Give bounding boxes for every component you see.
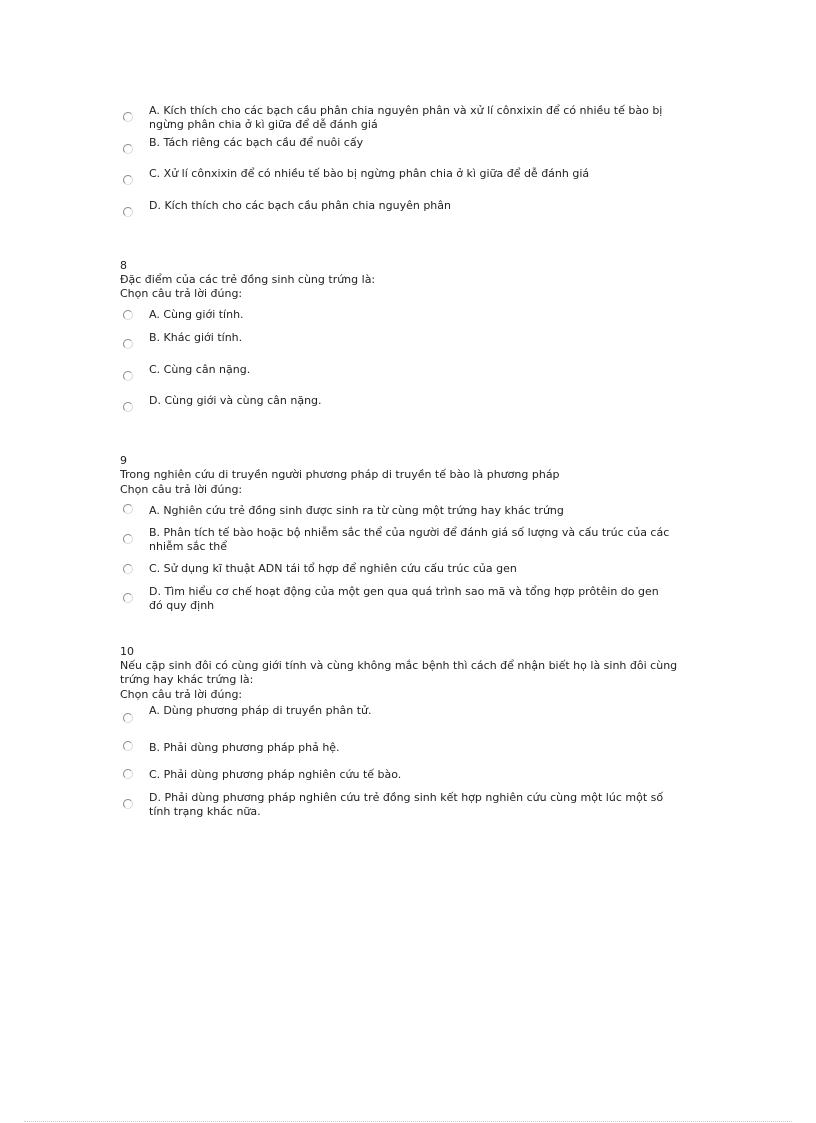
- option-q7-b: B. Tách riêng các bạch cầu để nuôi cấy: [149, 136, 364, 149]
- radio-q7-b[interactable]: [123, 144, 133, 154]
- question-9-prompt: Chọn câu trả lời đúng:: [120, 483, 243, 496]
- option-q8-d: D. Cùng giới và cùng cân nặng.: [149, 394, 322, 407]
- question-9-text: Trong nghiên cứu di truyền người phương pháp di truyền tế bào là phương pháp: [120, 468, 560, 481]
- option-q7-c: C. Xử lí cônxixin để có nhiều tế bào bị ngừng phân chia ở kì giữa để dễ đánh giá: [149, 167, 590, 180]
- radio-q9-d[interactable]: [123, 593, 133, 603]
- page-bottom-divider: [24, 1121, 792, 1122]
- radio-q10-c[interactable]: [123, 769, 133, 779]
- option-q9-c: C. Sử dụng kĩ thuật ADN tái tổ hợp để nghiên cứu cấu trúc của gen: [149, 562, 517, 575]
- radio-q8-b[interactable]: [123, 339, 133, 349]
- option-q9-d: D. Tìm hiểu cơ chế hoạt động của một gen qua quá trình sao mã và tổng hợp prôtêin do gen đó quy định: [149, 585, 659, 612]
- option-q10-c: C. Phải dùng phương pháp nghiên cứu tế bào.: [149, 768, 402, 781]
- question-10-text: Nếu cặp sinh đôi có cùng giới tính và cùng không mắc bệnh thì cách để nhận biết họ là sinh đôi cùng trứng hay khác trứng là:: [120, 659, 678, 686]
- option-q8-b: B. Khác giới tính.: [149, 331, 243, 344]
- radio-q7-a[interactable]: [123, 112, 133, 122]
- radio-q7-d[interactable]: [123, 207, 133, 217]
- radio-q8-c[interactable]: [123, 371, 133, 381]
- radio-q9-b[interactable]: [123, 534, 133, 544]
- option-q7-a: A. Kích thích cho các bạch cầu phân chia nguyên phân và xử lí cônxixin để có nhiều tế bào bị ngừng phân chia ở kì giữa để dễ đánh giá: [149, 104, 663, 131]
- radio-q10-a[interactable]: [123, 713, 133, 723]
- option-q9-a: A. Nghiên cứu trẻ đồng sinh được sinh ra từ cùng một trứng hay khác trứng: [149, 504, 564, 517]
- option-q9-b: B. Phân tích tế bào hoặc bộ nhiễm sắc thể của người để đánh giá số lượng và cấu trúc của các nhiễm sắc thể: [149, 526, 670, 553]
- question-8-number: 8: [120, 259, 127, 272]
- option-q10-d: D. Phải dùng phương pháp nghiên cứu trẻ đồng sinh kết hợp nghiên cứu cùng một lúc một số tính trạng khác nữa.: [149, 791, 664, 818]
- option-q10-a: A. Dùng phương pháp di truyền phân tử.: [149, 704, 372, 717]
- radio-q7-c[interactable]: [123, 175, 133, 185]
- question-10-prompt: Chọn câu trả lời đúng:: [120, 688, 243, 701]
- radio-q10-d[interactable]: [123, 799, 133, 809]
- option-q8-a: A. Cùng giới tính.: [149, 308, 244, 321]
- option-q10-b: B. Phải dùng phương pháp phả hệ.: [149, 741, 340, 754]
- radio-q8-d[interactable]: [123, 402, 133, 412]
- radio-q8-a[interactable]: [123, 310, 133, 320]
- question-8-text: Đặc điểm của các trẻ đồng sinh cùng trứng là:: [120, 273, 376, 286]
- option-q8-c: C. Cùng cân nặng.: [149, 363, 251, 376]
- radio-q9-a[interactable]: [123, 504, 133, 514]
- question-10-number: 10: [120, 645, 134, 658]
- radio-q10-b[interactable]: [123, 741, 133, 751]
- question-8-prompt: Chọn câu trả lời đúng:: [120, 287, 243, 300]
- radio-q9-c[interactable]: [123, 564, 133, 574]
- option-q7-d: D. Kích thích cho các bạch cầu phân chia nguyên phân: [149, 199, 451, 212]
- question-9-number: 9: [120, 454, 127, 467]
